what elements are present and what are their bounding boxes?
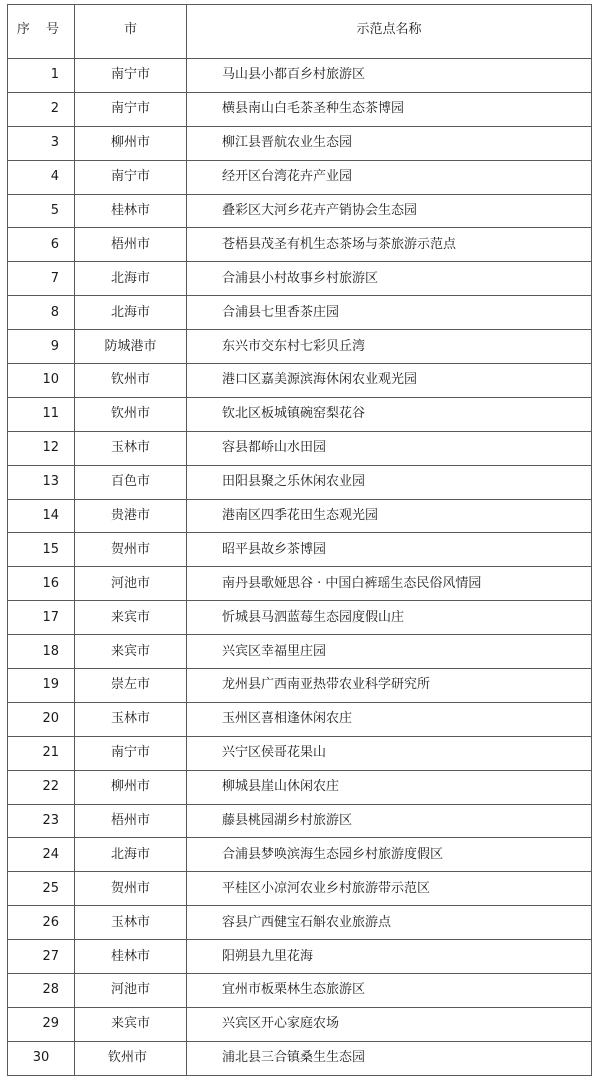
row-site-name: 叠彩区大河乡花卉产销协会生态园 [187,194,592,228]
table-row [8,1041,592,1075]
row-site-name: 兴宁区侯哥花果山 [187,736,592,770]
row-index: 29 [8,1007,75,1041]
row-site-name: 合浦县梦唤滨海生态园乡村旅游度假区 [187,838,592,872]
row-city: 贺州市 [75,533,187,567]
row-city: 玉林市 [75,906,187,940]
row-index: 12 [8,431,75,465]
row-city: 梧州市 [75,228,187,262]
row-site-name: 玉州区喜相逢休闲农庄 [187,702,592,736]
row-site-name: 马山县小都百乡村旅游区 [187,59,592,93]
row-index: 18 [8,635,75,669]
row-city: 百色市 [75,465,187,499]
row-index: 26 [8,906,75,940]
row-index: 22 [8,770,75,804]
table-row [8,906,592,940]
row-index: 16 [8,567,75,601]
row-site-name: 港口区嘉美源滨海休闲农业观光园 [187,364,592,398]
header-row [8,5,592,59]
row-city: 防城港市 [75,330,187,364]
table-row [8,804,592,838]
row-site-name: 横县南山白毛茶圣种生态茶博园 [187,92,592,126]
row-index: 6 [8,228,75,262]
table-row [8,330,592,364]
row-city: 来宾市 [75,1007,187,1041]
row-site-name: 合浦县小村故事乡村旅游区 [187,262,592,296]
row-index: 25 [8,872,75,906]
row-index: 8 [8,296,75,330]
table-row [8,364,592,398]
row-city: 玉林市 [75,702,187,736]
table-row [8,194,592,228]
row-index: 20 [8,702,75,736]
row-site-name: 港南区四季花田生态观光园 [187,499,592,533]
row-site-name: 苍梧县茂圣有机生态茶场与茶旅游示范点 [187,228,592,262]
row-site-name: 阳朔县九里花海 [187,940,592,974]
table-row [8,1007,592,1041]
table-row [8,533,592,567]
row-index: 7 [8,262,75,296]
table-row [8,702,592,736]
row-site-name: 田阳县聚之乐休闲农业园 [187,465,592,499]
table-row [8,940,592,974]
row-city: 贵港市 [75,499,187,533]
table-row [8,499,592,533]
row-city: 北海市 [75,838,187,872]
row-site-name: 宜州市板栗林生态旅游区 [187,974,592,1008]
table-row [8,397,592,431]
row-city: 钦州市 [75,397,187,431]
row-site-name: 忻城县马泗蓝莓生态园度假山庄 [187,601,592,635]
row-city: 钦州市 [75,1041,187,1075]
table-row [8,601,592,635]
table-row [8,126,592,160]
row-city: 玉林市 [75,431,187,465]
row-index: 9 [8,330,75,364]
table-row [8,669,592,703]
row-site-name: 龙州县广西南亚热带农业科学研究所 [187,669,592,703]
row-index: 30 [8,1041,75,1075]
row-city: 南宁市 [75,160,187,194]
table-row [8,160,592,194]
row-index: 2 [8,92,75,126]
row-city: 来宾市 [75,601,187,635]
row-city: 柳州市 [75,770,187,804]
row-city: 柳州市 [75,126,187,160]
row-index: 21 [8,736,75,770]
row-index: 24 [8,838,75,872]
row-site-name: 昭平县故乡茶博园 [187,533,592,567]
row-city: 北海市 [75,296,187,330]
table-row [8,431,592,465]
table-body [8,59,592,1076]
row-site-name: 容县广西健宝石斛农业旅游点 [187,906,592,940]
table-row [8,974,592,1008]
row-city: 河池市 [75,974,187,1008]
row-site-name: 柳城县崖山休闲农庄 [187,770,592,804]
row-site-name: 钦北区板城镇碗窑梨花谷 [187,397,592,431]
row-site-name: 兴宾区幸福里庄园 [187,635,592,669]
row-index: 19 [8,669,75,703]
row-site-name: 经开区台湾花卉产业园 [187,160,592,194]
row-site-name: 兴宾区开心家庭农场 [187,1007,592,1041]
row-city: 来宾市 [75,635,187,669]
header-city: 市 [75,5,187,59]
row-index: 17 [8,601,75,635]
row-city: 崇左市 [75,669,187,703]
table-row [8,770,592,804]
row-index: 3 [8,126,75,160]
table-row [8,59,592,93]
row-index: 28 [8,974,75,1008]
row-city: 南宁市 [75,92,187,126]
row-index: 10 [8,364,75,398]
row-city: 贺州市 [75,872,187,906]
table-row [8,92,592,126]
row-index: 11 [8,397,75,431]
row-index: 23 [8,804,75,838]
table-row [8,262,592,296]
row-city: 桂林市 [75,940,187,974]
header-index: 序 号 [8,5,75,59]
row-site-name: 合浦县七里香茶庄园 [187,296,592,330]
demonstration-sites-table [7,4,592,1076]
row-city: 南宁市 [75,59,187,93]
row-site-name: 藤县桃园湖乡村旅游区 [187,804,592,838]
row-city: 北海市 [75,262,187,296]
header-name: 示范点名称 [187,5,592,59]
row-site-name: 东兴市交东村七彩贝丘湾 [187,330,592,364]
table-row [8,296,592,330]
row-index: 4 [8,160,75,194]
table-row [8,736,592,770]
table-row [8,465,592,499]
row-index: 14 [8,499,75,533]
row-city: 桂林市 [75,194,187,228]
row-index: 13 [8,465,75,499]
row-index: 1 [8,59,75,93]
table-row [8,635,592,669]
table-row [8,567,592,601]
table-row [8,228,592,262]
row-city: 河池市 [75,567,187,601]
row-index: 15 [8,533,75,567]
row-index: 27 [8,940,75,974]
row-site-name: 浦北县三合镇桑生生态园 [187,1041,592,1075]
row-city: 钦州市 [75,364,187,398]
row-index: 5 [8,194,75,228]
row-site-name: 南丹县歌娅思谷 · 中国白裤瑶生态民俗风情园 [187,567,592,601]
row-site-name: 容县都峤山水田园 [187,431,592,465]
row-city: 梧州市 [75,804,187,838]
table-row [8,872,592,906]
table-row [8,838,592,872]
row-site-name: 柳江县晋航农业生态园 [187,126,592,160]
row-site-name: 平桂区小凉河农业乡村旅游带示范区 [187,872,592,906]
row-city: 南宁市 [75,736,187,770]
